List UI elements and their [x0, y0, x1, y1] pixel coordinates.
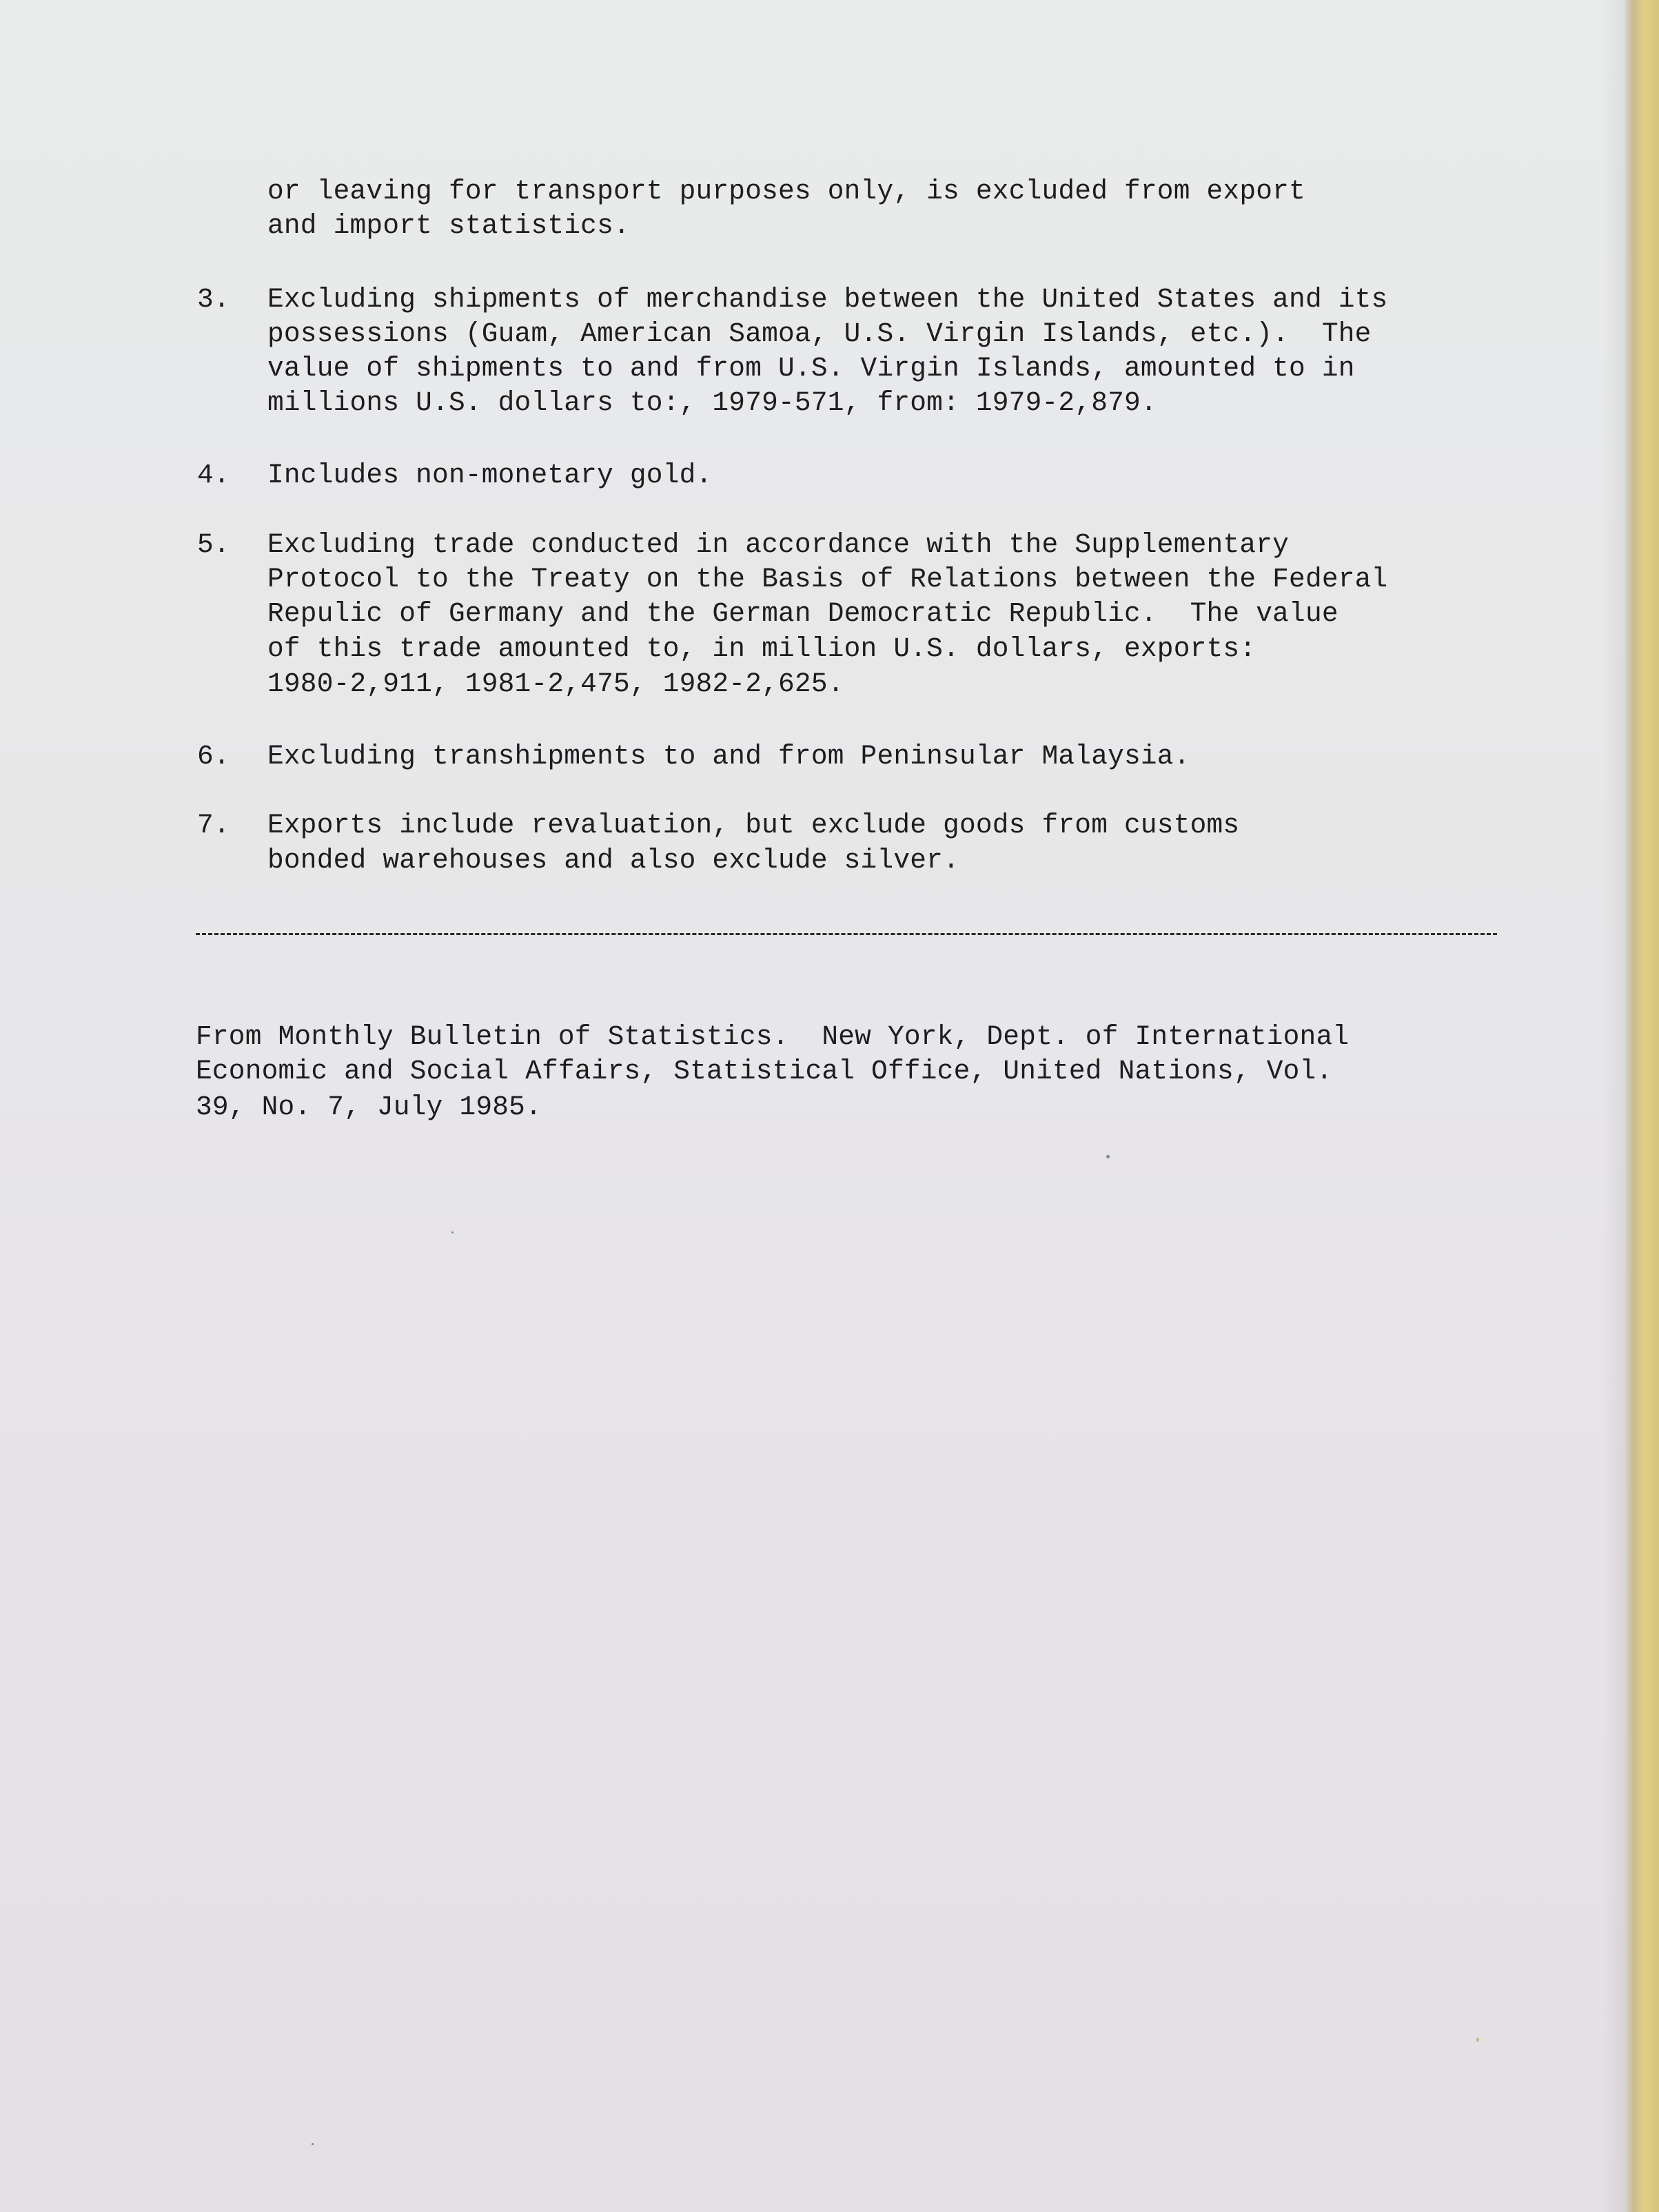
note-4-line-1: Includes non-monetary gold.	[267, 460, 713, 491]
note-7-line-2: bonded warehouses and also exclude silver.	[267, 845, 959, 876]
note-6-line-1: Excluding transhipments to and from Peninsular Malaysia.	[267, 741, 1190, 772]
note-5-line-2: Protocol to the Treaty on the Basis of Relations between the Federal	[267, 564, 1388, 595]
scan-speck	[1476, 2038, 1479, 2042]
section-divider	[196, 933, 1497, 935]
note-number: 7.	[197, 810, 230, 841]
note-number: 5.	[197, 529, 230, 560]
note-3-line-2: possessions (Guam, American Samoa, U.S. Virgin Islands, etc.). The	[267, 318, 1372, 349]
note-3-line-1: Excluding shipments of merchandise between the United States and its	[267, 284, 1388, 315]
intro-line-2: and import statistics.	[267, 210, 630, 241]
note-5-line-5: 1980-2,911, 1981-2,475, 1982-2,625.	[267, 668, 844, 699]
source-line-2: Economic and Social Affairs, Statistical Office, United Nations, Vol.	[196, 1056, 1333, 1087]
note-5-line-1: Excluding trade conducted in accordance with the Supplementary	[267, 529, 1290, 560]
intro-line-1: or leaving for transport purposes only, is excluded from export	[267, 176, 1305, 207]
source-line-1: From Monthly Bulletin of Statistics. New York, Dept. of International	[196, 1021, 1350, 1052]
source-line-3: 39, No. 7, July 1985.	[196, 1092, 542, 1123]
note-7-line-1: Exports include revaluation, but exclude goods from customs	[267, 810, 1240, 841]
note-number: 4.	[197, 460, 230, 491]
note-5-line-3: Repulic of Germany and the German Democratic Republic. The value	[267, 598, 1339, 629]
note-3-line-4: millions U.S. dollars to:, 1979-571, from: 1979-2,879.	[267, 387, 1157, 418]
note-number: 3.	[197, 284, 230, 315]
note-5-line-4: of this trade amounted to, in million U.S. dollars, exports:	[267, 633, 1256, 664]
note-number: 6.	[197, 741, 230, 772]
scan-speck	[312, 2143, 314, 2145]
note-3-line-3: value of shipments to and from U.S. Virgin Islands, amounted to in	[267, 353, 1355, 384]
scan-speck	[1106, 1155, 1110, 1158]
scan-speck	[451, 1231, 454, 1233]
